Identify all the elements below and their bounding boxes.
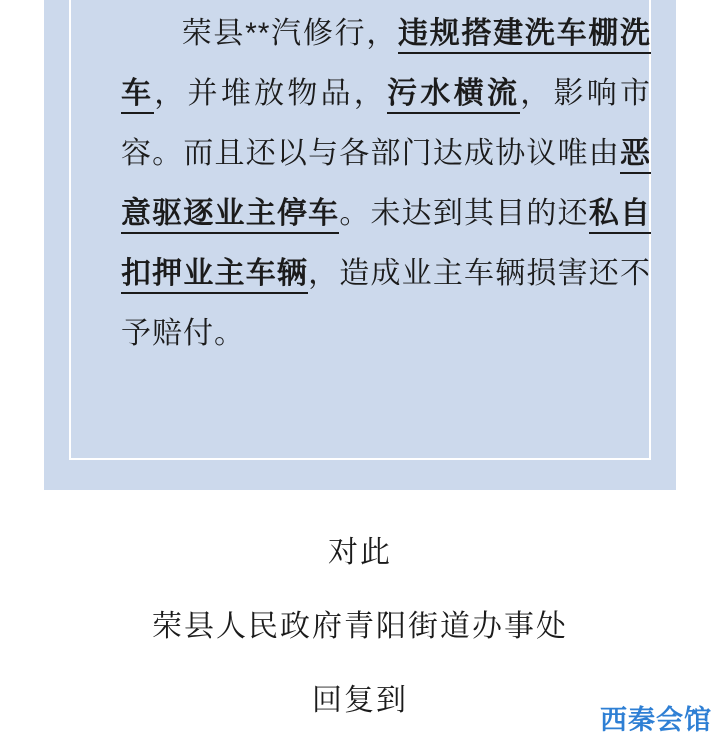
quote-card: [44, 0, 676, 490]
text-segment-highlight: 污水横流: [387, 77, 520, 114]
text-segment-highlight: 私自扣押业主车辆: [121, 197, 651, 294]
watermark: 西秦会馆: [600, 705, 712, 735]
reply-line-3: 回复到: [312, 684, 408, 717]
reply-line-2: 荣县人民政府青阳街道办事处: [152, 610, 568, 643]
text-segment-highlight: 违规搭建洗车棚洗车: [121, 17, 651, 114]
text-segment-plain: ，并堆放物品，: [154, 77, 388, 110]
text-segment-plain: 。未达到其目的还: [339, 197, 589, 230]
text-segment-plain: 荣县**汽修行，: [181, 17, 399, 50]
text-segment-highlight: 恶意驱逐业主停车: [121, 137, 651, 234]
reply-line-1: 对此: [328, 536, 392, 569]
complaint-text: [121, 4, 651, 364]
quote-card-border: [69, 0, 651, 460]
text-segment-plain: ，影响市容。而且还以与各部门达成协议唯由: [121, 77, 652, 170]
text-segment-plain: ，造成业主车辆损害还不予赔付。: [121, 257, 651, 350]
